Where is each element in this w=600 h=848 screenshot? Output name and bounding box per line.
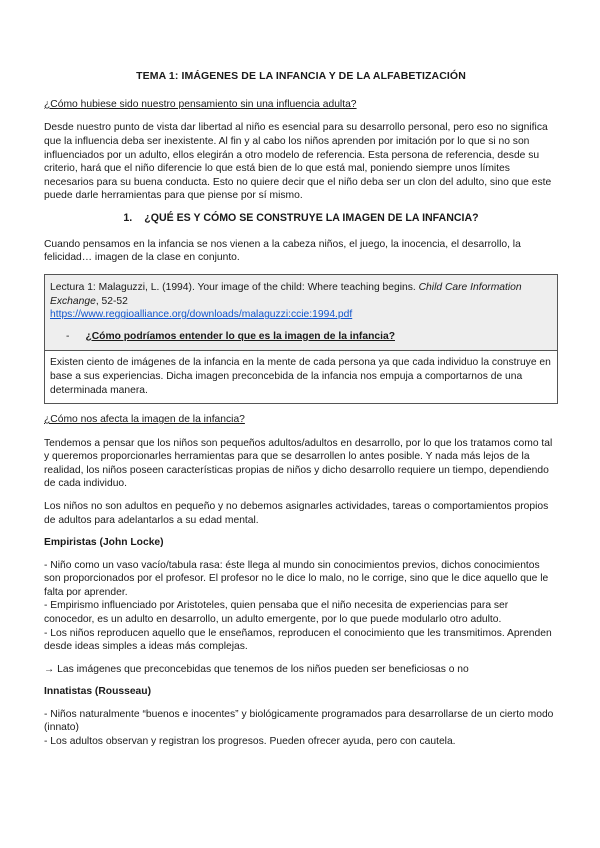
section-heading-text: ¿QUÉ ES Y CÓMO SE CONSTRUYE LA IMAGEN DE LA INFANCIA? bbox=[144, 211, 479, 224]
citation-text: Lectura 1: Malaguzzi, L. (1994). Your image of the child: Where teaching begins. bbox=[50, 282, 419, 294]
list-item: - Los adultos observan y registran los progresos. Pueden ofrecer ayuda, pero con cautela. bbox=[44, 736, 456, 748]
section-number: 1. bbox=[123, 211, 133, 224]
empiristas-heading: Empiristas (John Locke) bbox=[44, 537, 164, 549]
list-item: - Los niños reproducen aquello que le enseñamos, reproducen el conocimiento que les transmitimos. Aprenden desde ideas simples a ideas más complejas. bbox=[44, 627, 552, 653]
reading-subquestion bbox=[50, 330, 552, 344]
bullet-dash: - bbox=[66, 330, 70, 342]
intro-paragraph: Desde nuestro punto de vista dar libertad al niño es esencial para su desarrollo personal, pero eso no significa que la influencia deba ser inexistente. Al fin y al cabo los niños aprenden por imitación por lo que si no son influenciados por un adulto, ellos elegirán a otro modelo de referencia. Esta persona de referencia, desde su criterio, hará que el niño diferencie lo que está bien de lo que está mal, poniendo siempre unos límites necesarios para su buena conducta. Esto no quiere decir que el niño deba ser un clon del adulto, sino que este puede darle herramientas para que piense por sí mismo. bbox=[44, 122, 552, 202]
reading-box-header bbox=[45, 275, 557, 351]
citation-journal: Child Care Information Exchange bbox=[50, 282, 522, 307]
page-title: TEMA 1: IMÁGENES DE LA INFANCIA Y DE LA ALFABETIZACIÓN bbox=[136, 70, 466, 82]
innatistas-list bbox=[44, 708, 558, 749]
list-item: - Niño como un vaso vacío/tabula rasa: éste llega al mundo sin conocimientos previos, dichos conocimientos son proporcionados por el profesor. El profesor no le dice lo malo, no le corrige, sino que le dice aquello que le falta por aprender. bbox=[44, 559, 549, 598]
citation-pages: , 52-52 bbox=[95, 295, 128, 307]
innatistas-heading: Innatistas (Rousseau) bbox=[44, 686, 151, 698]
section-paragraph: Cuando pensamos en la infancia se nos vienen a la cabeza niños, el juego, la inocencia, el desarrollo, la felicidad… imagen de la clase en conjunto. bbox=[44, 238, 521, 264]
section-heading bbox=[44, 212, 558, 226]
empiristas-list bbox=[44, 559, 558, 654]
affects-paragraph-1: Tendemos a pensar que los niños son pequeños adultos/adultos en desarrollo, por lo que los tratamos como tal y queremos proporcionarles herramientas para que se desarrollen lo antes posible. Y nada más lejos de la realidad, los niños poseen características propias de niños y dicho desarrollo requiere un tiempo, dependiendo de cada individuo. bbox=[44, 437, 553, 490]
list-item: - Empirismo influenciado por Aristoteles, quien pensaba que el niño necesita de experiencias para ser conocedor, es un adulto en desarrollo, un adulto emergente, por lo que puede modularlo otro adulto. bbox=[44, 600, 509, 626]
subquestion-text: ¿Cómo podríamos entender lo que es la imagen de la infancia? bbox=[85, 330, 395, 342]
reading-box bbox=[44, 274, 558, 404]
reading-answer: Existen ciento de imágenes de la infancia en la mente de cada persona ya que cada individuo la construye en base a sus experiencias. Dicha imagen preconcebida de la infancia nos empuja a comportarnos de una determinada manera. bbox=[50, 357, 551, 396]
arrow-note: → Las imágenes que preconcebidas que tenemos de los niños pueden ser beneficiosas o no bbox=[44, 663, 469, 675]
document-page bbox=[44, 70, 558, 758]
intro-question: ¿Cómo hubiese sido nuestro pensamiento sin una influencia adulta? bbox=[44, 98, 357, 110]
list-item: - Niños naturalmente “buenos e inocentes” y biológicamente programados para desarrollarse de un cierto modo (innato) bbox=[44, 708, 554, 734]
affects-question: ¿Cómo nos afecta la imagen de la infancia? bbox=[44, 414, 245, 426]
reading-citation bbox=[50, 281, 552, 308]
reading-link[interactable]: https://www.reggioalliance.org/downloads/malaguzzi:ccie:1994.pdf bbox=[50, 309, 353, 321]
affects-paragraph-2: Los niños no son adultos en pequeño y no debemos asignarles actividades, tareas o comportamientos propios de adultos para adelantarlos a su edad mental. bbox=[44, 500, 549, 526]
